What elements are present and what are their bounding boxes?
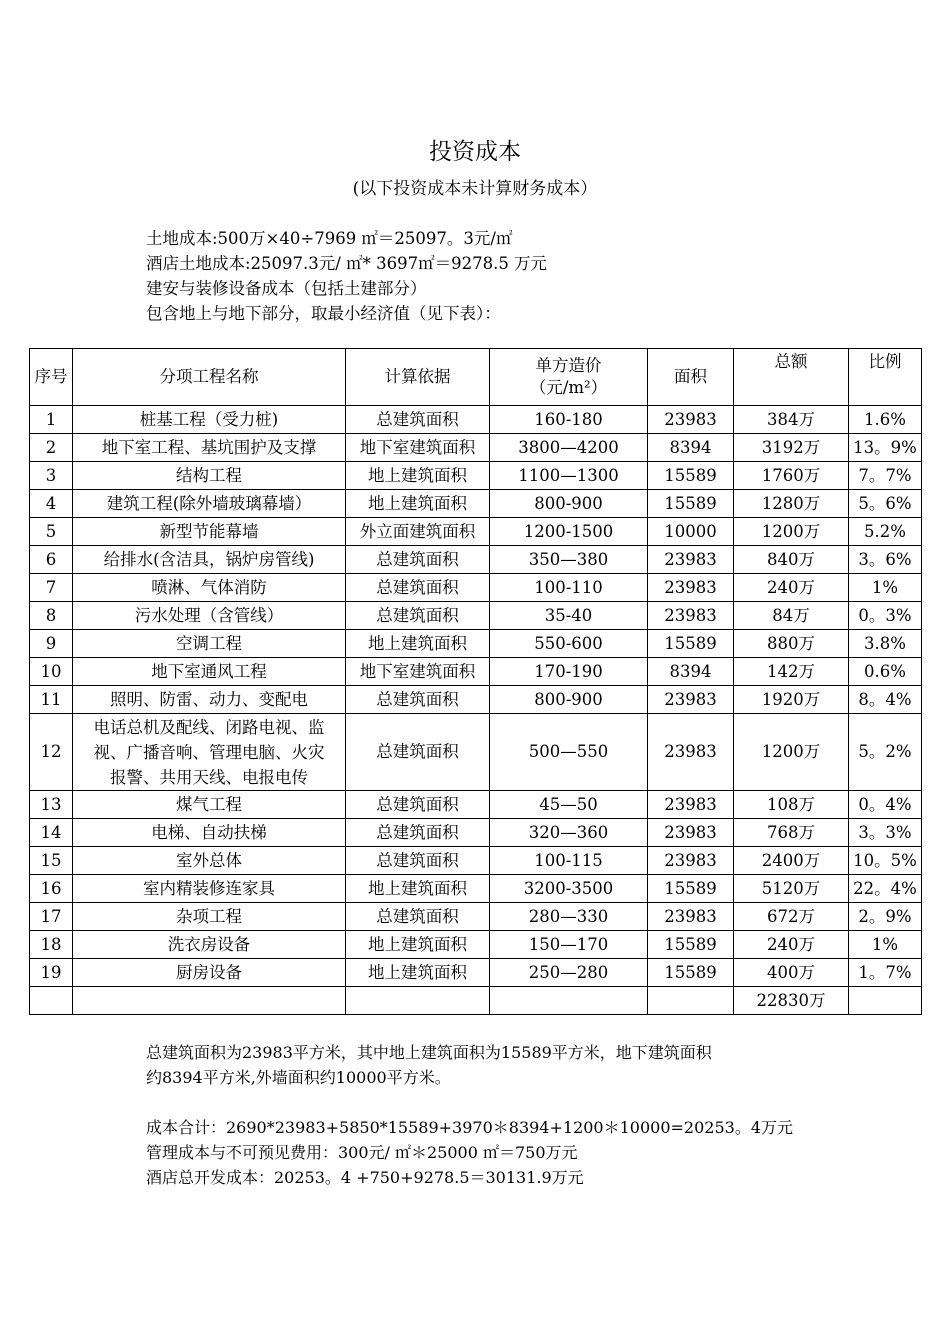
cell-total: 1760万 (734, 462, 849, 490)
cell-area: 23983 (648, 714, 734, 791)
cell-total: 384万 (734, 406, 849, 434)
cell-empty (490, 987, 648, 1015)
cell-area: 23983 (648, 546, 734, 574)
cell-basis: 地上建筑面积 (346, 490, 490, 518)
cell-price: 1200-1500 (490, 518, 648, 546)
cell-total: 400万 (734, 959, 849, 987)
table-row (30, 490, 922, 518)
summary-total-cost: 成本合计：2690*23983+5850*15589+3970＊8394+1200＊10000=20253。4万元 (146, 1118, 793, 1137)
cell-area: 8394 (648, 658, 734, 686)
cell-price: 170-190 (490, 658, 648, 686)
table-row (30, 518, 922, 546)
table-row (30, 686, 922, 714)
cost-summary (146, 1115, 793, 1190)
cell-basis: 地下室建筑面积 (346, 434, 490, 462)
table-row (30, 875, 922, 903)
cell-no: 10 (30, 658, 73, 686)
cell-basis: 总建筑面积 (346, 686, 490, 714)
header-ratio: 比例 (849, 349, 922, 406)
cell-no: 4 (30, 490, 73, 518)
cell-name: 给排水(含洁具，锅炉房管线) (73, 546, 346, 574)
cell-ratio: 22。4% (849, 875, 922, 903)
intro-line-construction-cost: 建安与装修设备成本（包括土建部分） (146, 279, 427, 298)
header-unit-price-line2: （元/m²） (529, 378, 608, 397)
table-row (30, 546, 922, 574)
intro-line-table-reference: 包含地上与地下部分，取最小经济值（见下表）： (146, 304, 501, 323)
cell-basis: 总建筑面积 (346, 847, 490, 875)
cell-price: 160-180 (490, 406, 648, 434)
cell-name: 建筑工程(除外墙玻璃幕墙） (73, 490, 346, 518)
header-basis: 计算依据 (346, 349, 490, 406)
cell-name: 洗衣房设备 (73, 931, 346, 959)
cell-no: 18 (30, 931, 73, 959)
cell-ratio: 13。9% (849, 434, 922, 462)
cell-no: 13 (30, 791, 73, 819)
cell-price: 350—380 (490, 546, 648, 574)
table-row (30, 602, 922, 630)
cell-name: 厨房设备 (73, 959, 346, 987)
cell-total: 672万 (734, 903, 849, 931)
cell-no: 12 (30, 714, 73, 791)
cell-empty (73, 987, 346, 1015)
cell-basis: 地上建筑面积 (346, 462, 490, 490)
table-row (30, 791, 922, 819)
cell-ratio: 5。6% (849, 490, 922, 518)
cell-name: 地下室通风工程 (73, 658, 346, 686)
table-row (30, 406, 922, 434)
cell-area: 23983 (648, 903, 734, 931)
cell-name: 桩基工程（受力桩) (73, 406, 346, 434)
cell-ratio: 2。9% (849, 903, 922, 931)
cell-total: 5120万 (734, 875, 849, 903)
cell-area: 15589 (648, 462, 734, 490)
cell-price: 280—330 (490, 903, 648, 931)
cell-basis: 总建筑面积 (346, 574, 490, 602)
cell-basis: 总建筑面积 (346, 714, 490, 791)
cell-price: 35-40 (490, 602, 648, 630)
cell-total: 1200万 (734, 714, 849, 791)
cell-no: 3 (30, 462, 73, 490)
cell-no: 15 (30, 847, 73, 875)
header-unit-price-line1: 单方造价 (535, 356, 602, 375)
cell-total: 84万 (734, 602, 849, 630)
table-header-row (30, 349, 922, 406)
summary-hotel-total: 酒店总开发成本：20253。4 +750+9278.5＝30131.9万元 (146, 1168, 584, 1187)
cost-table (29, 348, 922, 1015)
table-row (30, 903, 922, 931)
cell-total: 108万 (734, 791, 849, 819)
cell-basis: 地上建筑面积 (346, 931, 490, 959)
table-row (30, 819, 922, 847)
cell-total: 880万 (734, 630, 849, 658)
cell-name-line: 电话总机及配线、闭路电视、监 (93, 717, 325, 737)
cell-total: 3192万 (734, 434, 849, 462)
cell-total: 768万 (734, 819, 849, 847)
cell-area: 15589 (648, 931, 734, 959)
cell-sum-total: 22830万 (734, 987, 849, 1015)
cell-name: 新型节能幕墙 (73, 518, 346, 546)
cell-total: 1200万 (734, 518, 849, 546)
cell-empty (346, 987, 490, 1015)
cell-name: 室内精装修连家具 (73, 875, 346, 903)
cell-empty (849, 987, 922, 1015)
header-no: 序号 (30, 349, 73, 406)
cell-price: 100-115 (490, 847, 648, 875)
cell-area: 8394 (648, 434, 734, 462)
cell-area: 23983 (648, 574, 734, 602)
cell-ratio: 1% (849, 574, 922, 602)
table-row (30, 658, 922, 686)
cell-name: 照明、防雷、动力、变配电 (73, 686, 346, 714)
cell-name: 污水处理（含管线） (73, 602, 346, 630)
header-name: 分项工程名称 (73, 349, 346, 406)
cell-price: 550-600 (490, 630, 648, 658)
cell-price: 3200-3500 (490, 875, 648, 903)
cell-no: 2 (30, 434, 73, 462)
cell-ratio: 5。2% (849, 714, 922, 791)
cell-name: 煤气工程 (73, 791, 346, 819)
cell-name: 空调工程 (73, 630, 346, 658)
cell-no: 16 (30, 875, 73, 903)
cell-area: 10000 (648, 518, 734, 546)
cell-name-line: 报警、共用天线、电报电传 (110, 767, 308, 787)
cell-name: 室外总体 (73, 847, 346, 875)
table-row (30, 847, 922, 875)
table-row (30, 931, 922, 959)
cell-total: 840万 (734, 546, 849, 574)
cell-no: 14 (30, 819, 73, 847)
cell-area: 15589 (648, 490, 734, 518)
page-title: 投资成本 (429, 139, 521, 165)
cell-area: 23983 (648, 819, 734, 847)
cell-basis: 总建筑面积 (346, 819, 490, 847)
cell-basis: 地上建筑面积 (346, 959, 490, 987)
cell-basis: 总建筑面积 (346, 546, 490, 574)
cell-ratio: 1% (849, 931, 922, 959)
cell-price: 1100—1300 (490, 462, 648, 490)
cell-total: 240万 (734, 574, 849, 602)
cell-price: 800-900 (490, 490, 648, 518)
cell-price: 3800—4200 (490, 434, 648, 462)
area-note (146, 1040, 712, 1090)
cell-area: 23983 (648, 406, 734, 434)
header-unit-price (490, 349, 648, 406)
cell-name: 结构工程 (73, 462, 346, 490)
cell-name: 地下室工程、基坑围护及支撑 (73, 434, 346, 462)
cell-total: 1280万 (734, 490, 849, 518)
cell-ratio: 0.6% (849, 658, 922, 686)
cell-no: 11 (30, 686, 73, 714)
cell-ratio: 10。5% (849, 847, 922, 875)
cell-name (73, 714, 346, 791)
cell-total: 1920万 (734, 686, 849, 714)
header-total: 总额 (734, 349, 849, 406)
cell-empty (30, 987, 73, 1015)
cell-area: 23983 (648, 847, 734, 875)
table-row (30, 462, 922, 490)
cell-price: 320—360 (490, 819, 648, 847)
cell-ratio: 1.6% (849, 406, 922, 434)
cell-ratio: 0。4% (849, 791, 922, 819)
cell-ratio: 8。4% (849, 686, 922, 714)
cell-basis: 总建筑面积 (346, 406, 490, 434)
area-note-line: 总建筑面积为23983平方米，其中地上建筑面积为15589平方米，地下建筑面积 (146, 1043, 712, 1062)
cell-total: 142万 (734, 658, 849, 686)
cell-basis: 外立面建筑面积 (346, 518, 490, 546)
cell-no: 5 (30, 518, 73, 546)
cell-price: 150—170 (490, 931, 648, 959)
cell-ratio: 7。7% (849, 462, 922, 490)
intro-line-land-cost: 土地成本:500万×40÷7969 ㎡＝25097。3元/㎡ (146, 229, 513, 248)
cell-no: 17 (30, 903, 73, 931)
table-row (30, 959, 922, 987)
cell-price: 500—550 (490, 714, 648, 791)
table-row (30, 434, 922, 462)
cell-area: 15589 (648, 875, 734, 903)
cell-basis: 地下室建筑面积 (346, 658, 490, 686)
cell-total: 2400万 (734, 847, 849, 875)
table-row (30, 630, 922, 658)
cell-basis: 地上建筑面积 (346, 875, 490, 903)
cell-name: 杂项工程 (73, 903, 346, 931)
cell-basis: 总建筑面积 (346, 602, 490, 630)
cell-ratio: 3.8% (849, 630, 922, 658)
page-subtitle: (以下投资成本未计算财务成本） (352, 179, 598, 199)
cell-name: 电梯、自动扶梯 (73, 819, 346, 847)
intro-paragraph (146, 226, 547, 326)
table-row (30, 574, 922, 602)
cell-price: 250—280 (490, 959, 648, 987)
cell-no: 9 (30, 630, 73, 658)
table-row (30, 714, 922, 791)
cell-basis: 地上建筑面积 (346, 630, 490, 658)
cell-name: 喷淋、气体消防 (73, 574, 346, 602)
cell-no: 6 (30, 546, 73, 574)
cell-basis: 总建筑面积 (346, 791, 490, 819)
cell-area: 15589 (648, 959, 734, 987)
cell-no: 8 (30, 602, 73, 630)
cell-name-line: 视、广播音响、管理电脑、火灾 (93, 742, 325, 762)
cell-no: 1 (30, 406, 73, 434)
table-sum-row (30, 987, 922, 1015)
cell-basis: 总建筑面积 (346, 903, 490, 931)
cell-price: 800-900 (490, 686, 648, 714)
cell-ratio: 3。3% (849, 819, 922, 847)
cell-area: 23983 (648, 686, 734, 714)
cell-empty (648, 987, 734, 1015)
cell-ratio: 0。3% (849, 602, 922, 630)
cell-area: 15589 (648, 630, 734, 658)
cell-no: 19 (30, 959, 73, 987)
cell-no: 7 (30, 574, 73, 602)
cell-area: 23983 (648, 791, 734, 819)
area-note-line: 约8394平方米,外墙面积约10000平方米。 (146, 1068, 451, 1087)
intro-line-hotel-land-cost: 酒店土地成本:25097.3元/ ㎡* 3697㎡＝9278.5 万元 (146, 254, 548, 273)
cell-area: 23983 (648, 602, 734, 630)
cell-price: 45—50 (490, 791, 648, 819)
cell-price: 100-110 (490, 574, 648, 602)
cell-ratio: 1。7% (849, 959, 922, 987)
cell-total: 240万 (734, 931, 849, 959)
header-area: 面积 (648, 349, 734, 406)
cell-ratio: 5.2% (849, 518, 922, 546)
cell-ratio: 3。6% (849, 546, 922, 574)
summary-management-cost: 管理成本与不可预见费用：300元/ ㎡＊25000 ㎡＝750万元 (146, 1143, 578, 1162)
